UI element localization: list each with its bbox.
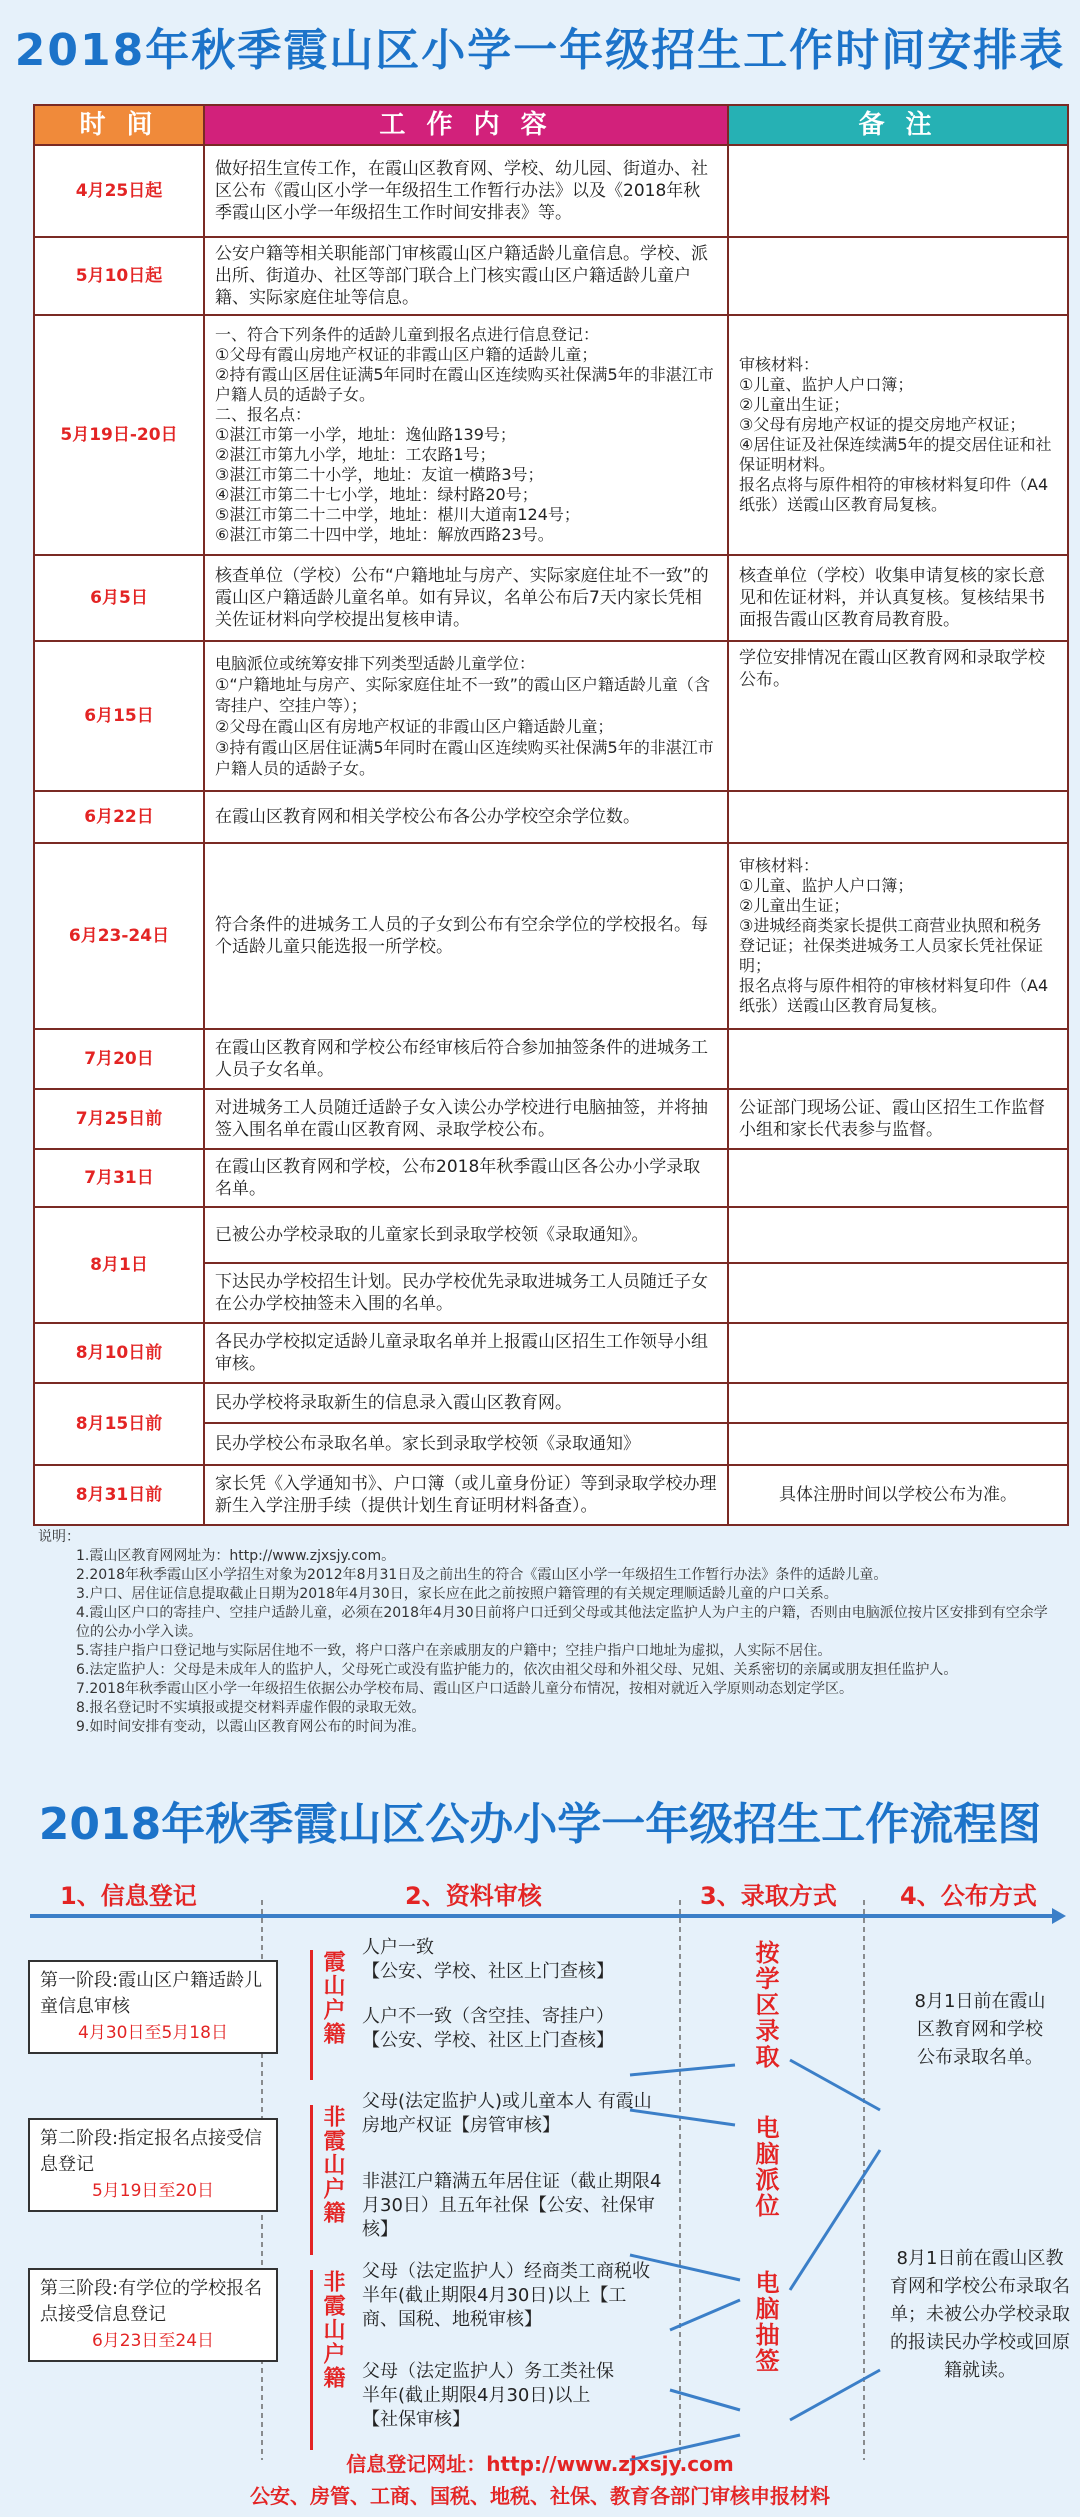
- row-time: 8月1日: [34, 1207, 204, 1323]
- header-work: 工 作 内 容: [204, 105, 728, 145]
- row-time: 6月22日: [34, 791, 204, 843]
- row-work: 在霞山区教育网和学校公布经审核后符合参加抽签条件的进城务工人员子女名单。: [204, 1029, 728, 1089]
- row-work: 一、符合下列条件的适龄儿童到报名点进行信息登记： ①父母有霞山房地产权证的非霞山区户籍的适龄儿童； ②持有霞山区居住证满5年同时在霞山区连续购买社保满5年的非湛江市户籍人员的适龄子女。 二、报名点： ①湛江市第一小学，地址：逸仙路139号； ②湛江市第九小学，地址：工农路1号； ③湛江市第二十小学，地址：友谊一横路3号； ④湛江市第二十七小学，地址：绿村路20号； ⑤湛江市第二十二中学，地址：椹川大道南124号； ⑥湛江市第二十四中学，地址：解放西路23号。: [204, 315, 728, 555]
- review-item: 父母（法定监护人）务工类社保半年(截止期限4月30日)以上【社保审核】: [362, 2361, 614, 2430]
- row-time: 5月19日-20日: [34, 315, 204, 555]
- table-row: [34, 145, 1068, 237]
- flow-step: 2、资料审核: [405, 1882, 542, 1910]
- table-row: [34, 1323, 1068, 1383]
- review-item: 非湛江户籍满五年居住证（截止期限4月30日）且五年社保【公安、社保审核】: [362, 2171, 662, 2240]
- publish-text: 8月1日前在霞山区教育网和学校公布录取名单；未被公办学校录取的报读民办学校或回原籍就读。: [890, 2248, 1070, 2381]
- review-item: 人户不一致（含空挂、寄挂户） 【公安、学校、社区上门查核】: [362, 2006, 614, 2051]
- row-note: 审核材料： ①儿童、监护人户口簿； ②儿童出生证； ③进城经商类家长提供工商营业执照和税务登记证；社保类进城务工人员家长凭社保证明； 报名点将与原件相符的审核材料复印件（A4纸张）送霞山区教育局复核。: [728, 843, 1068, 1029]
- note-item: 7.2018年秋季霞山区小学一年级招生依据公办学校布局、霞山区户口适龄儿童分布情况，按相对就近入学原则动态划定学区。: [76, 1681, 853, 1697]
- row-work: 下达民办学校招生计划。民办学校优先录取进城务工人员随迁子女在公办学校抽签未入围的名单。: [204, 1263, 728, 1323]
- table-row: [34, 237, 1068, 315]
- row-work: 核查单位（学校）公布“户籍地址与房产、实际家庭住址不一致”的霞山区户籍适龄儿童名单。如有异议，名单公布后7天内家长凭相关佐证材料向学校提出复核申请。: [204, 555, 728, 641]
- row-note: 具体注册时间以学校公布为准。: [728, 1465, 1068, 1525]
- row-work: 在霞山区教育网和相关学校公布各公办学校空余学位数。: [204, 791, 728, 843]
- review-item: 父母（法定监护人）经商类工商税收半年(截止期限4月30日)以上【工商、国税、地税审核】: [362, 2261, 650, 2330]
- stage-label: 第二阶段:指定报名点接受信息登记: [40, 2128, 263, 2175]
- table-row: [34, 555, 1068, 641]
- review-item: 父母(法定监护人)或儿童本人 有霞山房地产权证【房管审核】: [362, 2091, 652, 2136]
- category-label: 非霞山户籍: [310, 2270, 348, 2450]
- table-row: [34, 791, 1068, 843]
- row-time: 4月25日起: [34, 145, 204, 237]
- header-time: 时 间: [34, 105, 204, 145]
- stage-date: 5月19日至20日: [91, 2181, 215, 2201]
- table-row: [34, 1465, 1068, 1525]
- note-item: 2.2018年秋季霞山区小学招生对象为2012年8月31日及之前出生的符合《霞山区小学一年级招生工作暂行办法》条件的适龄儿童。: [76, 1567, 888, 1583]
- row-time: 7月25日前: [34, 1089, 204, 1149]
- row-note: [728, 145, 1068, 237]
- table-row: [34, 1029, 1068, 1089]
- flow-arrow: [790, 2060, 880, 2110]
- flow-arrow: [790, 2150, 880, 2290]
- note-item: 5.寄挂户指户口登记地与实际居住地不一致，将户口落户在亲戚朋友的户籍中；空挂户指户口地址为虚拟，人实际不居住。: [76, 1643, 832, 1659]
- note-item: 3.户口、居住证信息提取截止日期为2018年4月30日，家长应在此之前按照户籍管理的有关规定理顺适龄儿童的户口关系。: [76, 1586, 838, 1602]
- row-time: 6月23-24日: [34, 843, 204, 1029]
- stage-label: 第三阶段:有学位的学校报名点接受信息登记: [40, 2278, 263, 2325]
- row-work: 符合条件的进城务工人员的子女到公布有空余学位的学校报名。每个适龄儿童只能选报一所学校。: [204, 843, 728, 1029]
- stage-label: 第一阶段:霞山区户籍适龄儿童信息审核: [40, 1970, 263, 2017]
- row-work: 在霞山区教育网和学校，公布2018年秋季霞山区各公办小学录取名单。: [204, 1149, 728, 1207]
- notes-label: 说明：: [38, 1529, 80, 1545]
- flow-arrow: [790, 2370, 880, 2420]
- schedule-title: 2018年秋季霞山区小学一年级招生工作时间安排表: [14, 25, 1066, 76]
- flow-axis-arrow: [1052, 1908, 1066, 1924]
- row-time: 6月15日: [34, 641, 204, 791]
- row-work: 对进城务工人员随迁适龄子女入读公办学校进行电脑抽签，并将抽签入围名单在霞山区教育网、录取学校公布。: [204, 1089, 728, 1149]
- row-time: 7月31日: [34, 1149, 204, 1207]
- flow-arrow: [630, 2065, 735, 2075]
- table-header-row: [34, 105, 1068, 145]
- row-note: 核查单位（学校）收集申请复核的家长意见和佐证材料，并认真复核。复核结果书面报告霞山区教育局教育股。: [728, 555, 1068, 641]
- row-note: 公证部门现场公证、霞山区招生工作监督小组和家长代表参与监督。: [728, 1089, 1068, 1149]
- category-label: 霞山户籍: [310, 1950, 348, 2080]
- row-note: [728, 1263, 1068, 1323]
- stage-box: [28, 1960, 278, 2054]
- flow-step: 4、公布方式: [900, 1882, 1037, 1910]
- row-work: 民办学校将录取新生的信息录入霞山区教育网。: [204, 1383, 728, 1423]
- row-work: 民办学校公布录取名单。家长到录取学校领《录取通知》: [204, 1423, 728, 1465]
- row-time: 5月10日起: [34, 237, 204, 315]
- footer-website: 信息登记网址：http://www.zjxsjy.com: [346, 2452, 734, 2476]
- row-note: [728, 1383, 1068, 1423]
- publish-text: 8月1日前在霞山区教育网和学校公布录取名单。: [914, 1991, 1046, 2068]
- category-label: 非霞山户籍: [310, 2105, 348, 2255]
- table-row: [34, 843, 1068, 1029]
- row-work: 家长凭《入学通知书》、户口簿（或儿童身份证）等到录取学校办理新生入学注册手续（提供计划生育证明材料备查）。: [204, 1465, 728, 1525]
- flow-title: 2018年秋季霞山区公办小学一年级招生工作流程图: [38, 1799, 1042, 1850]
- row-note: [728, 237, 1068, 315]
- row-note: [728, 1323, 1068, 1383]
- table-row: [34, 641, 1068, 791]
- review-item: 人户一致 【公安、学校、社区上门查核】: [362, 1937, 614, 1982]
- row-note: [728, 1149, 1068, 1207]
- method-label: 按学区录取: [751, 1940, 779, 2070]
- table-row: [34, 1383, 1068, 1423]
- row-note: [728, 1207, 1068, 1263]
- notes-section: [38, 1528, 1048, 1737]
- row-note: 学位安排情况在霞山区教育网和录取学校公布。: [728, 641, 1068, 791]
- row-time: 6月5日: [34, 555, 204, 641]
- note-item: 6.法定监护人：父母是未成年人的监护人，父母死亡或没有监护能力的，依次由祖父母和外祖父母、兄姐、关系密切的亲属或朋友担任监护人。: [76, 1662, 958, 1678]
- note-item: 9.如时间安排有变动，以霞山区教育网公布的时间为准。: [76, 1719, 426, 1735]
- method-label: 电脑抽签: [751, 2270, 779, 2374]
- flow-step: 1、信息登记: [60, 1882, 197, 1910]
- footer-departments: 公安、房管、工商、国税、地税、社保、教育各部门审核申报材料: [250, 2484, 830, 2508]
- row-note: [728, 1029, 1068, 1089]
- method-label: 电脑派位: [751, 2115, 779, 2219]
- flow-step: 3、录取方式: [700, 1882, 837, 1910]
- table-row: [34, 1089, 1068, 1149]
- row-work: 电脑派位或统筹安排下列类型适龄儿童学位： ①“户籍地址与房产、实际家庭住址不一致”的霞山区户籍适龄儿童（含寄挂户、空挂户等）； ②父母在霞山区有房地产权证的非霞山区户籍适龄儿童； ③持有霞山区居住证满5年同时在霞山区连续购买社保满5年的非湛江市户籍人员的适龄子女。: [204, 641, 728, 791]
- row-work: 已被公办学校录取的儿童家长到录取学校领《录取通知》。: [204, 1207, 728, 1263]
- note-item: 4.霞山区户口的寄挂户、空挂户适龄儿童，必须在2018年4月30日前将户口迁到父母或其他法定监护人为户主的户籍，否则由电脑派位按片区安排到有空余学位的公办小学入读。: [76, 1605, 1048, 1640]
- note-item: 8.报名登记时不实填报或提交材料弄虚作假的录取无效。: [76, 1700, 426, 1716]
- stage-box: [28, 2268, 278, 2362]
- schedule-table: [33, 104, 1069, 1526]
- row-work: 做好招生宣传工作，在霞山区教育网、学校、幼儿园、街道办、社区公布《霞山区小学一年级招生工作暂行办法》以及《2018年秋季霞山区小学一年级招生工作时间安排表》等。: [204, 145, 728, 237]
- row-note: 审核材料： ①儿童、监护人户口簿； ②儿童出生证； ③父母有房地产权证的提交房地产权证； ④居住证及社保连续满5年的提交居住证和社保证明材料。 报名点将与原件相符的审核材料复印件（A4纸张）送霞山区教育局复核。: [728, 315, 1068, 555]
- row-time: 8月31日前: [34, 1465, 204, 1525]
- table-row: [34, 1207, 1068, 1263]
- note-item: 1.霞山区教育网网址为：http://www.zjxsjy.com。: [76, 1548, 396, 1564]
- table-row: [34, 1149, 1068, 1207]
- stage-box: [28, 2118, 278, 2212]
- row-note: [728, 791, 1068, 843]
- stage-date: 6月23日至24日: [91, 2331, 215, 2351]
- row-work: 各民办学校拟定适龄儿童录取名单并上报霞山区招生工作领导小组审核。: [204, 1323, 728, 1383]
- header-note: 备 注: [728, 105, 1068, 145]
- row-note: [728, 1423, 1068, 1465]
- row-time: 8月15日前: [34, 1383, 204, 1465]
- table-row: [34, 315, 1068, 555]
- row-time: 8月10日前: [34, 1323, 204, 1383]
- stage-date: 4月30日至5月18日: [78, 2023, 228, 2043]
- row-work: 公安户籍等相关职能部门审核霞山区户籍适龄儿童信息。学校、派出所、街道办、社区等部门联合上门核实霞山区户籍适龄儿童户籍、实际家庭住址等信息。: [204, 237, 728, 315]
- row-time: 7月20日: [34, 1029, 204, 1089]
